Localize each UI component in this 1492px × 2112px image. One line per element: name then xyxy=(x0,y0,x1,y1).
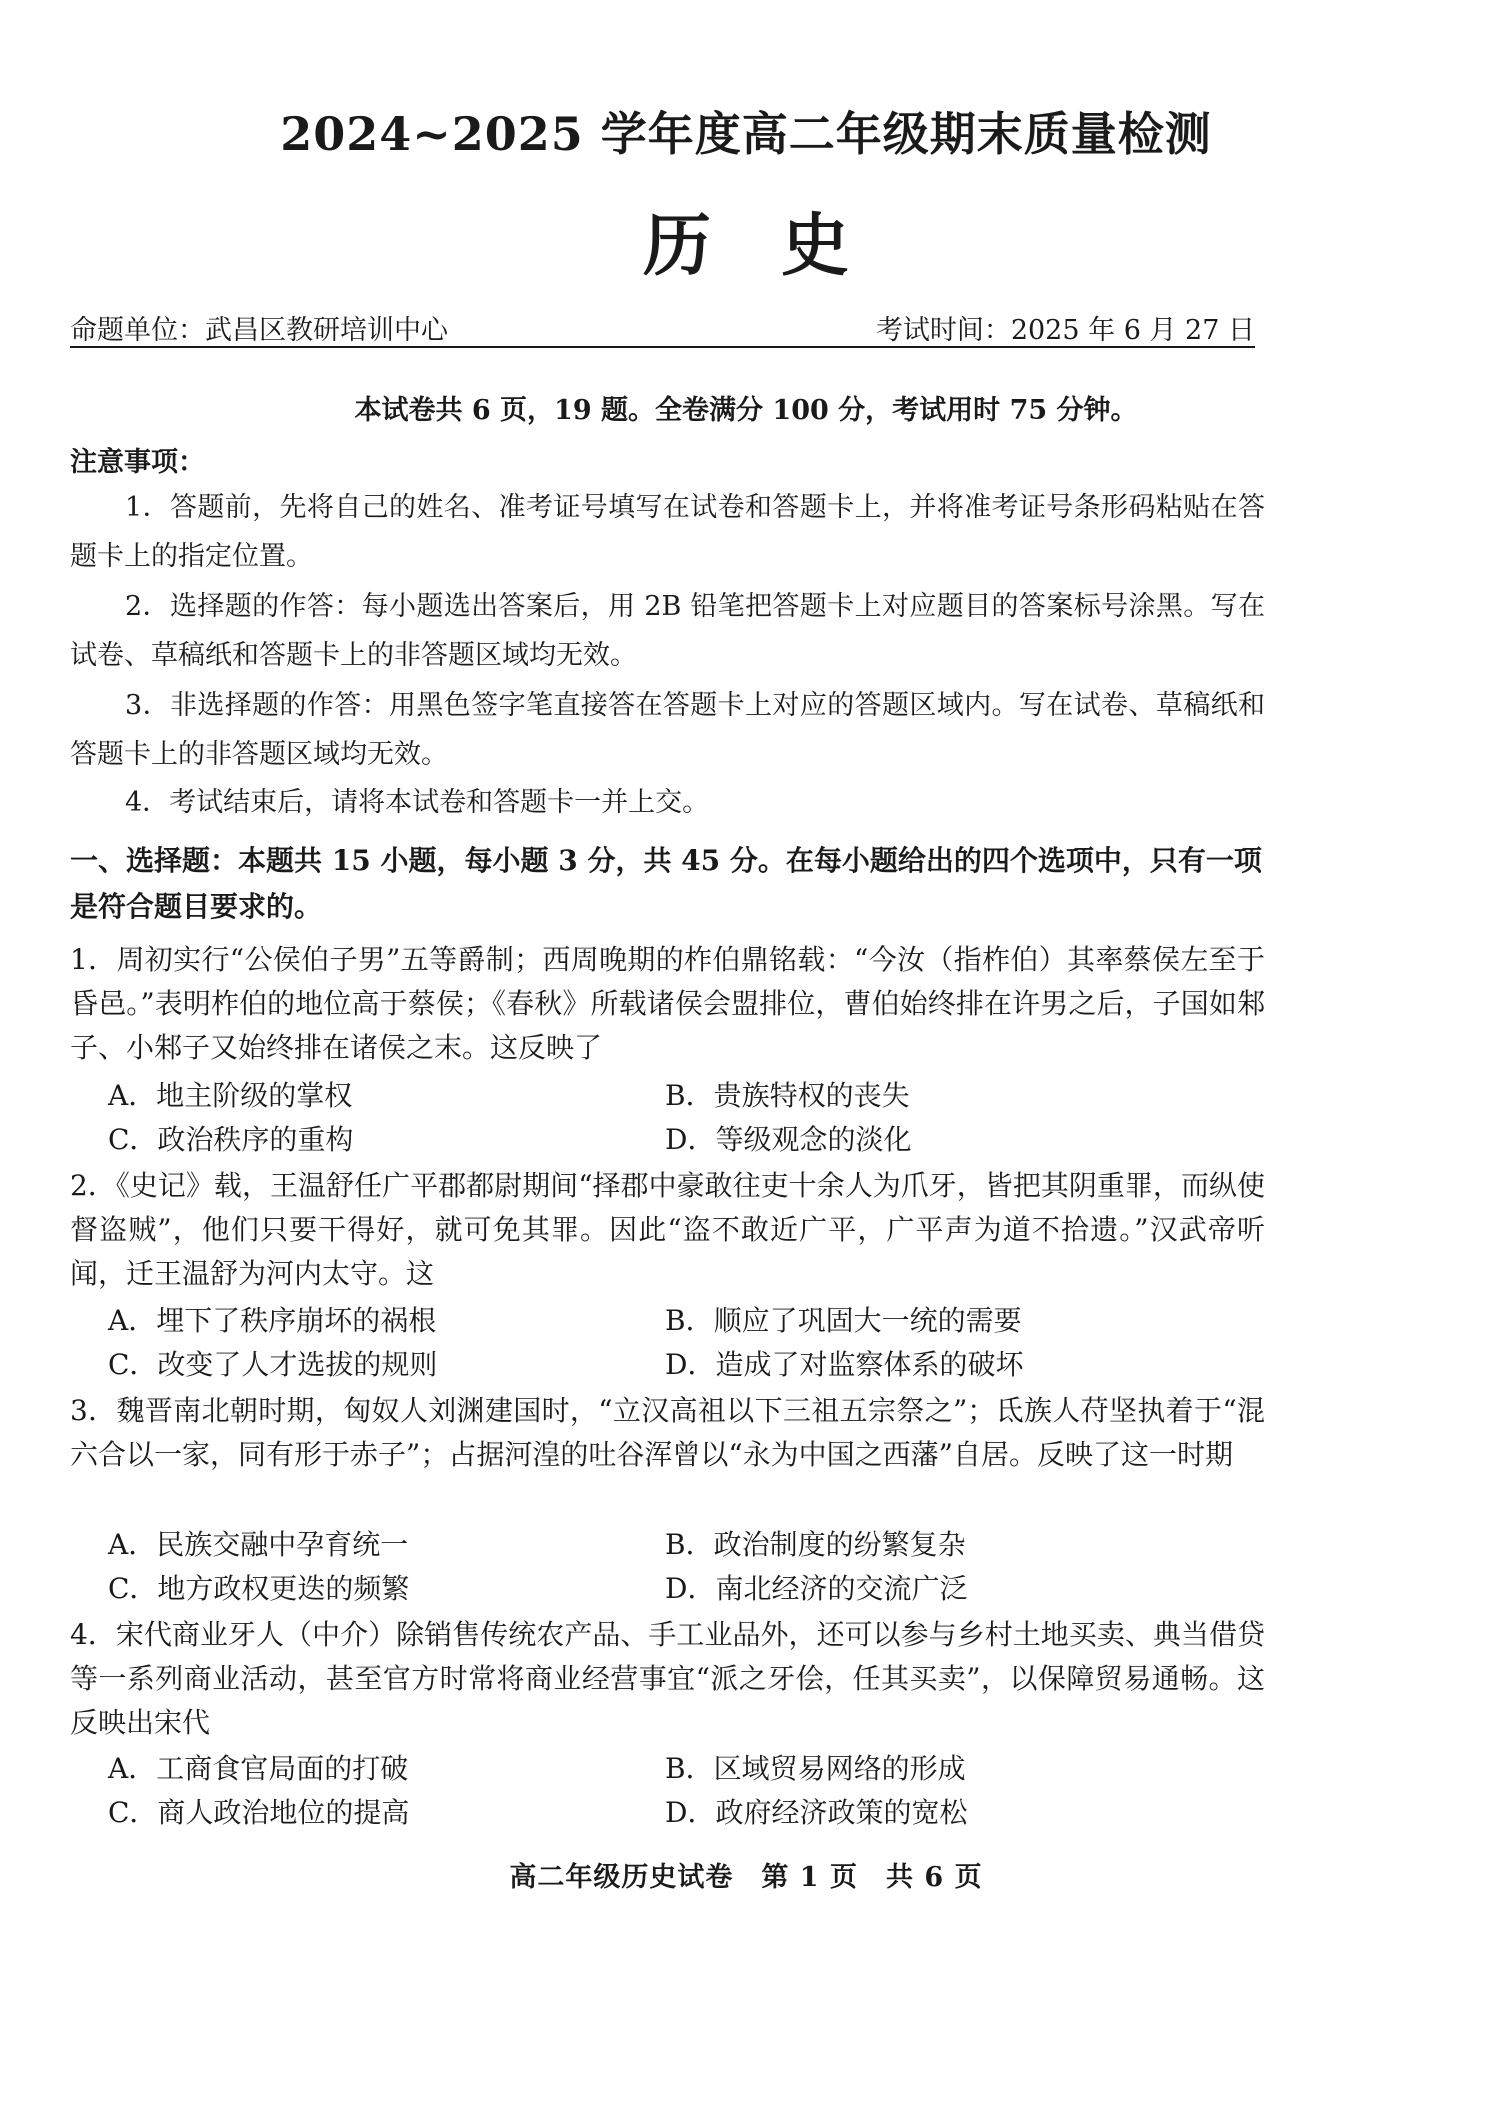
question-4-option-c: C．商人政治地位的提高 xyxy=(108,1796,410,1829)
question-2-option-a: A．埋下了秩序崩坏的祸根 xyxy=(108,1304,437,1337)
exam-meta-row xyxy=(70,308,1255,348)
notice-item-1: 1．答题前，先将自己的姓名、准考证号填写在试卷和答题卡上，并将准考证号条形码粘贴在答题卡上的指定位置。 xyxy=(70,492,1265,572)
exam-time-label: 考试时间：2025 年 6 月 27 日 xyxy=(875,315,1255,346)
question-1-option-c: C．政治秩序的重构 xyxy=(108,1123,354,1156)
question-4-option-a: A．工商食官局面的打破 xyxy=(108,1752,409,1785)
exam-title: 2024~2025 学年度高二年级期末质量检测 xyxy=(280,107,1212,161)
notice-item-2: 2．选择题的作答：每小题选出答案后，用 2B 铅笔把答题卡上对应题目的答案标号涂黑。写在试卷、草稿纸和答题卡上的非答题区域均无效。 xyxy=(70,591,1265,671)
notice-item-4: 4．考试结束后，请将本试卷和答题卡一并上交。 xyxy=(125,787,710,818)
question-4-stem: 4．宋代商业牙人（中介）除销售传统农产品、手工业品外，还可以参与乡村土地买卖、典当借贷等一系列商业活动，甚至官方时常将商业经营事宜“派之牙侩，任其买卖”，以保障贸易通畅。这反映出宋代 xyxy=(70,1618,1265,1739)
notice-item-3: 3．非选择题的作答：用黑色签字笔直接答在答题卡上对应的答题区域内。写在试卷、草稿纸和答题卡上的非答题区域均无效。 xyxy=(70,690,1265,770)
subject-title: 历史 xyxy=(642,206,919,286)
question-2-option-b: B．顺应了巩固大一统的需要 xyxy=(665,1304,1022,1337)
question-3-option-c: C．地方政权更迭的频繁 xyxy=(108,1572,410,1605)
question-3-option-b: B．政治制度的纷繁复杂 xyxy=(665,1528,966,1561)
question-3-stem: 3．魏晋南北朝时期，匈奴人刘渊建国时，“立汉高祖以下三祖五宗祭之”；氐族人苻坚执着于“混六合以一家，同有形于赤子”；占据河湟的吐谷浑曾以“永为中国之西藩”自居。反映了这一时期 xyxy=(70,1394,1265,1471)
question-1-option-a: A．地主阶级的掌权 xyxy=(108,1079,353,1112)
question-4-option-b: B．区域贸易网络的形成 xyxy=(665,1752,966,1785)
exam-summary: 本试卷共 6 页，19 题。全卷满分 100 分，考试用时 75 分钟。 xyxy=(354,395,1138,426)
question-3-option-d: D．南北经济的交流广泛 xyxy=(665,1572,968,1605)
question-2-stem: 2．《史记》载，王温舒任广平郡都尉期间“择郡中豪敢往吏十余人为爪牙，皆把其阴重罪，而纵使督盗贼”，他们只要干得好，就可免其罪。因此“盗不敢近广平，广平声为道不拾遗。”汉武帝听闻，迁王温舒为河内太守。这 xyxy=(70,1169,1265,1290)
question-1-option-b: B．贵族特权的丧失 xyxy=(665,1079,910,1112)
setter-label: 命题单位：武昌区教研培训中心 xyxy=(70,315,448,346)
question-1-stem: 1．周初实行“公侯伯子男”五等爵制；西周晚期的柞伯鼎铭载：“今汝（指柞伯）其率蔡侯左至于昏邑。”表明柞伯的地位高于蔡侯；《春秋》所载诸侯会盟排位，曹伯始终排在许男之后，子国如邾子、小邾子又始终排在诸侯之末。这反映了 xyxy=(70,943,1265,1064)
question-2-option-d: D．造成了对监察体系的破坏 xyxy=(665,1348,1024,1381)
question-3-option-a: A．民族交融中孕育统一 xyxy=(108,1528,409,1561)
question-2-option-c: C．改变了人才选拔的规则 xyxy=(108,1348,438,1381)
page-footer: 高二年级历史试卷 第 1 页 共 6 页 xyxy=(509,1862,983,1893)
question-4-option-d: D．政府经济政策的宽松 xyxy=(665,1796,968,1829)
question-1-option-d: D．等级观念的淡化 xyxy=(665,1123,912,1156)
section-heading: 一、选择题：本题共 15 小题，每小题 3 分，共 45 分。在每小题给出的四个选项中，只有一项是符合题目要求的。 xyxy=(70,844,1262,923)
notice-heading: 注意事项： xyxy=(70,447,205,478)
